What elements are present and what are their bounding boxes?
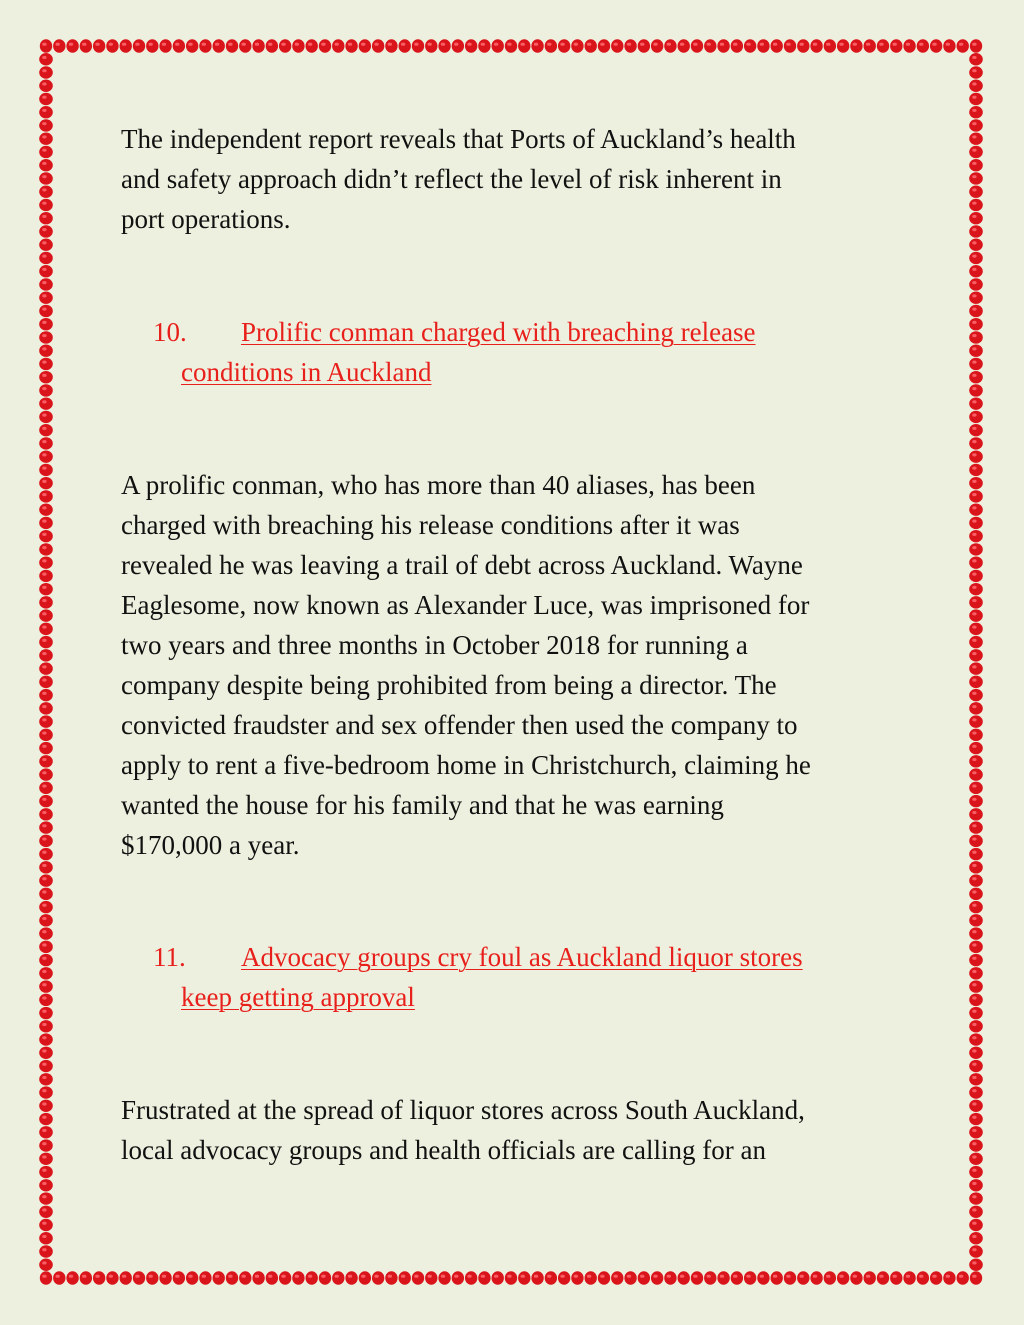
paragraph-line: $170,000 a year.: [121, 830, 300, 860]
heading-link-10-line1[interactable]: Prolific conman charged with breaching release: [241, 317, 756, 347]
paragraph-line: port operations.: [121, 204, 291, 234]
paragraph-line: and safety approach didn’t reflect the level of risk inherent in: [121, 164, 782, 194]
paragraph-line: Frustrated at the spread of liquor stores across South Auckland,: [121, 1095, 805, 1125]
heading-number: 11.: [153, 942, 186, 972]
paragraph-conman: [121, 465, 911, 865]
paragraph-line: apply to rent a five-bedroom home in Christchurch, claiming he: [121, 750, 811, 780]
paragraph-line: A prolific conman, who has more than 40 aliases, has been: [121, 470, 756, 500]
heading-item-10: [153, 312, 913, 392]
paragraph-line: The independent report reveals that Ports of Auckland’s health: [121, 124, 796, 154]
paragraph-line: Eaglesome, now known as Alexander Luce, was imprisoned for: [121, 590, 810, 620]
heading-link-10-line2[interactable]: conditions in Auckland: [181, 357, 432, 387]
paragraph-line: company despite being prohibited from being a director. The: [121, 670, 777, 700]
paragraph-line: convicted fraudster and sex offender then used the company to: [121, 710, 798, 740]
paragraph-liquor-stores: [121, 1090, 911, 1170]
paragraph-line: wanted the house for his family and that he was earning: [121, 790, 724, 820]
paragraph-line: local advocacy groups and health officials are calling for an: [121, 1135, 766, 1165]
heading-link-11-line1[interactable]: Advocacy groups cry foul as Auckland liquor stores: [241, 942, 803, 972]
heading-link-11-line2[interactable]: keep getting approval: [181, 982, 415, 1012]
paragraph-line: charged with breaching his release conditions after it was: [121, 510, 740, 540]
paragraph-ports-report: [121, 119, 911, 239]
heading-item-11: [153, 937, 913, 1017]
paragraph-line: two years and three months in October 2018 for running a: [121, 630, 748, 660]
paragraph-line: revealed he was leaving a trail of debt across Auckland. Wayne: [121, 550, 803, 580]
heading-number: 10.: [153, 317, 187, 347]
